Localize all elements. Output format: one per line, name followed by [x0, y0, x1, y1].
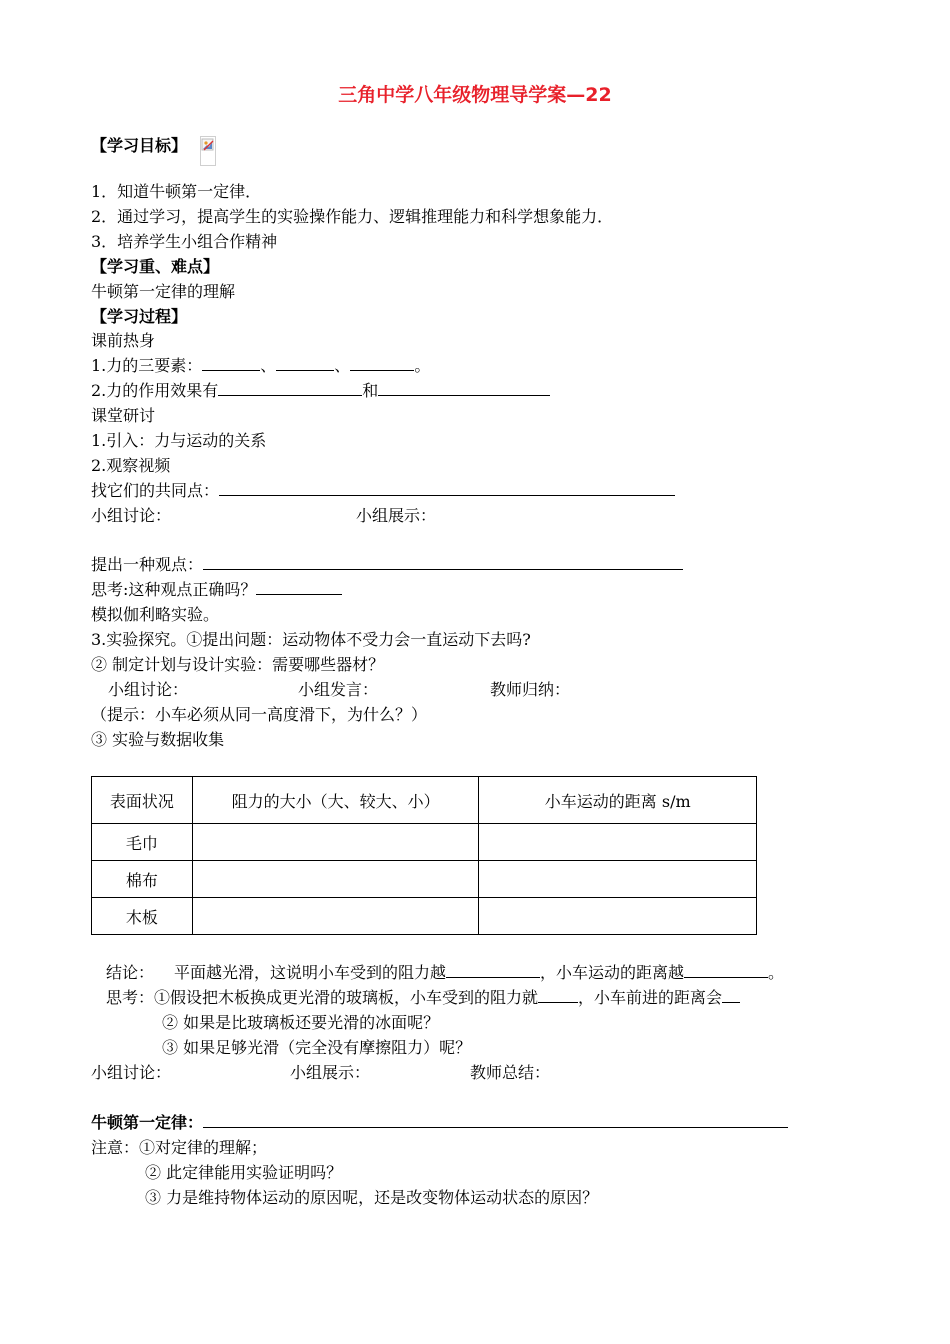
- note-line: [91, 1138, 267, 1158]
- summary-teacher-label: 教师总结：: [470, 1063, 551, 1082]
- goal-item: 1．知道牛顿第一定律．: [91, 182, 262, 201]
- answer-blank[interactable]: [219, 481, 675, 496]
- plan-teacher-label: 教师归纳：: [490, 680, 571, 699]
- explore-text: 3.实验探究。①提出问题：运动物体不受力会一直运动下去吗?: [91, 630, 531, 649]
- classroom-label: 课堂研讨: [91, 406, 156, 425]
- answer-blank[interactable]: [203, 1113, 788, 1128]
- viewpoint: [91, 555, 683, 575]
- answer-blank[interactable]: [722, 988, 740, 1003]
- collect-text: ③ 实验与数据收集: [91, 730, 225, 749]
- conclusion-line: [106, 963, 784, 983]
- data-table: [91, 776, 757, 935]
- classroom-intro: 1.引入：力与运动的关系: [91, 431, 267, 450]
- process-heading: 【学习过程】: [91, 307, 188, 326]
- warmup-label: 课前热身: [91, 331, 156, 350]
- conclusion-think-1: [106, 988, 740, 1008]
- page-title: 三角中学八年级物理导学案—22: [338, 84, 612, 106]
- goal-item: 2．通过学习，提高学生的实验操作能力、逻辑推理能力和科学想象能力．: [91, 207, 614, 226]
- warmup-q2: [91, 381, 550, 401]
- answer-blank[interactable]: [350, 356, 414, 371]
- common-point-label: 找它们的共同点：: [91, 481, 220, 500]
- answer-blank[interactable]: [218, 381, 362, 396]
- conclusion-text: 平面越光滑，这说明小车受到的阻力越: [174, 963, 447, 982]
- note-item: ③ 力是维持物体运动的原因呢，还是改变物体运动状态的原因？: [145, 1188, 599, 1207]
- key-text: 牛顿第一定律的理解: [91, 282, 236, 301]
- answer-blank[interactable]: [202, 356, 260, 371]
- broken-image-icon: [200, 136, 216, 166]
- common-point: [91, 481, 675, 501]
- conclusion-text: ，小车运动的距离越: [540, 963, 685, 982]
- table-row: [92, 824, 757, 861]
- think-text: ①假设把木板换成更光滑的玻璃板，小车受到的阻力就: [154, 988, 539, 1007]
- end-mark: 。: [414, 356, 431, 375]
- table-cell-input[interactable]: [479, 861, 757, 898]
- table-header-cell: 阻力的大小（大、较大、小）: [192, 777, 479, 824]
- key-heading: 【学习重、难点】: [91, 257, 220, 276]
- hint-text: （提示：小车必须从同一高度滑下，为什么？）: [91, 705, 428, 724]
- plan-text: ② 制定计划与设计实验：需要哪些器材？: [91, 655, 385, 674]
- group-show-label: 小组展示：: [356, 506, 437, 525]
- table-cell-surface: 棉布: [92, 861, 193, 898]
- think-label: 思考:这种观点正确吗？: [91, 580, 257, 599]
- table-header-cell: 小车运动的距离 s/m: [479, 777, 757, 824]
- group-discuss-label: 小组讨论：: [91, 506, 172, 525]
- goal-item: 3．培养学生小组合作精神: [91, 232, 278, 251]
- table-cell-surface: 木板: [92, 898, 193, 935]
- plan-speak-label: 小组发言：: [298, 680, 379, 699]
- note-item: ①对定律的理解；: [139, 1138, 268, 1157]
- conclusion-think-2: ② 如果是比玻璃板还要光滑的冰面呢？: [162, 1013, 440, 1032]
- end-mark: 。: [768, 963, 785, 982]
- table-row: [92, 898, 757, 935]
- warmup-q1-text: 1.力的三要素：: [91, 356, 203, 375]
- answer-blank[interactable]: [256, 580, 342, 595]
- answer-blank[interactable]: [276, 356, 334, 371]
- answer-blank[interactable]: [446, 963, 540, 978]
- separator: 、: [260, 356, 277, 375]
- answer-blank[interactable]: [203, 555, 683, 570]
- table-cell-input[interactable]: [192, 824, 479, 861]
- summary-discuss-label: 小组讨论：: [91, 1063, 172, 1082]
- summary-show-label: 小组展示：: [290, 1063, 371, 1082]
- table-header-cell: 表面状况: [92, 777, 193, 824]
- answer-blank[interactable]: [684, 963, 768, 978]
- table-cell-input[interactable]: [479, 824, 757, 861]
- warmup-q2-text: 2.力的作用效果有: [91, 381, 219, 400]
- table-cell-input[interactable]: [192, 898, 479, 935]
- plan-discuss-label: 小组讨论：: [108, 680, 189, 699]
- answer-blank[interactable]: [378, 381, 550, 396]
- conclusion-label: 结论：: [106, 963, 155, 982]
- think-label: 思考：: [106, 988, 155, 1007]
- note-item: ② 此定律能用实验证明吗？: [145, 1163, 343, 1182]
- goals-heading: 【学习目标】: [91, 136, 188, 155]
- warmup-q1: [91, 356, 430, 376]
- galileo-text: 模拟伽利略实验。: [91, 605, 220, 624]
- newton-law-label: 牛顿第一定律：: [91, 1113, 204, 1132]
- table-header-row: [92, 777, 757, 824]
- warmup-q2-mid: 和: [362, 381, 379, 400]
- conclusion-think-3: ③ 如果足够光滑（完全没有摩擦阻力）呢？: [162, 1038, 472, 1057]
- note-label: 注意：: [91, 1138, 140, 1157]
- think-text: ，小车前进的距离会: [578, 988, 723, 1007]
- answer-blank[interactable]: [538, 988, 578, 1003]
- table-cell-input[interactable]: [192, 861, 479, 898]
- table-row: [92, 861, 757, 898]
- table-cell-surface: 毛巾: [92, 824, 193, 861]
- viewpoint-label: 提出一种观点：: [91, 555, 204, 574]
- newton-law-line: [91, 1113, 788, 1133]
- classroom-video: 2.观察视频: [91, 456, 171, 475]
- table-cell-input[interactable]: [479, 898, 757, 935]
- separator: 、: [334, 356, 351, 375]
- think-question: [91, 580, 342, 600]
